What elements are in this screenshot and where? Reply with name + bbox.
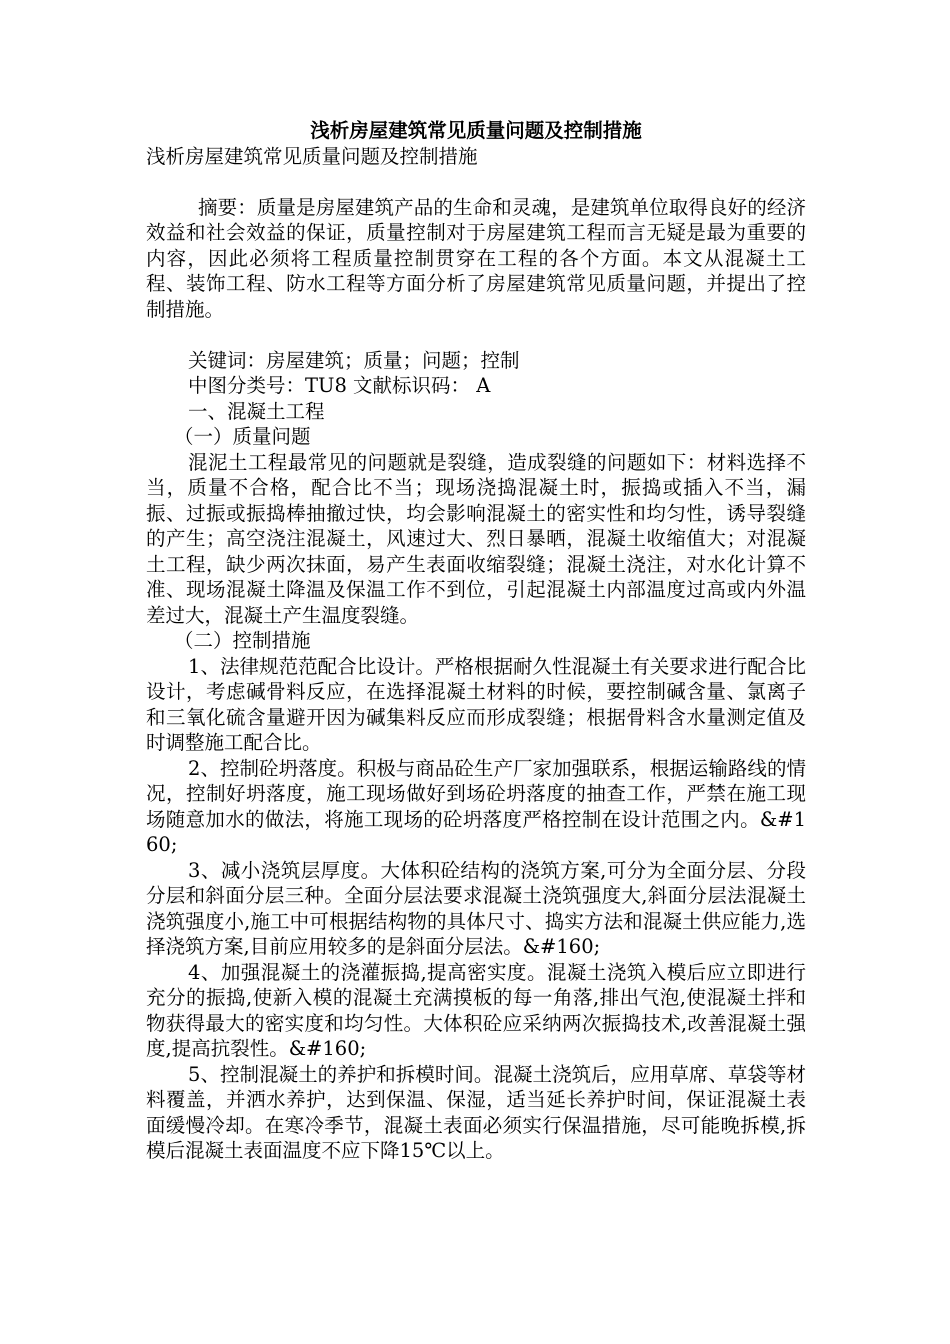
body-paragraph: 混泥土工程最常见的问题就是裂缝，造成裂缝的问题如下：材料选择不当，质量不合格，配合比不当；现场浇捣混凝土时，振捣或插入不当，漏振、过振或振捣棒抽撤过快，均会影响混凝土的密实性和均匀性，诱导裂缝的产生；高空浇注混凝土，风速过大、烈日暴晒，混凝土收缩值大；对混凝土工程，缺少两次抹面，易产生表面收缩裂缝；混凝土浇注，对水化计算不准、现场混凝土降温及保温工作不到位，引起混凝土内部温度过高或内外温差过大，混凝土产生温度裂缝。 — [146, 450, 806, 627]
abstract-paragraph: 摘要：质量是房屋建筑产品的生命和灵魂，是建筑单位取得良好的经济效益和社会效益的保证，质量控制对于房屋建筑工程而言无疑是最为重要的内容，因此必须将工程质量控制贯穿在工程的各个方面。本文从混凝土工程、装饰工程、防水工程等方面分析了房屋建筑常见质量问题，并提出了控制措施。 — [146, 195, 806, 321]
blank-line — [146, 322, 806, 348]
classification-line: 中图分类号：TU8 文献标识码： A — [188, 374, 491, 397]
document-page — [146, 118, 806, 1164]
list-item-paragraph: 2、控制砼坍落度。积极与商品砼生产厂家加强联系，根据运输路线的情况，控制好坍落度，施工现场做好到场砼坍落度的抽查工作，严禁在施工现场随意加水的做法，将施工现场的砼坍落度严格控制在设计范围之内。&#160; — [146, 756, 806, 856]
blank-line — [146, 169, 806, 195]
document-title: 浅析房屋建筑常见质量问题及控制措施 — [310, 119, 642, 142]
subsection-heading: （一）质量问题 — [174, 425, 311, 448]
subsection-heading: （二）控制措施 — [174, 629, 311, 652]
list-item-paragraph: 5、控制混凝土的养护和拆模时间。混凝土浇筑后，应用草席、草袋等材料覆盖，并洒水养护，达到保温、保湿，适当延长养护时间，保证混凝土表面缓慢冷却。在寒冷季节，混凝土表面必须实行保温措施，尽可能晚拆模,拆模后混凝土表面温度不应下降15℃以上。 — [146, 1062, 806, 1162]
list-item-paragraph: 4、加强混凝土的浇灌振捣,提高密实度。混凝土浇筑入模后应立即进行充分的振捣,使新入模的混凝土充满摸板的每一角落,排出气泡,使混凝土拌和物获得最大的密实度和均匀性。大体积砼应采纳两次振捣技术,改善混凝土强度,提高抗裂性。&#160; — [146, 960, 806, 1060]
document-subtitle: 浅析房屋建筑常见质量问题及控制措施 — [146, 144, 478, 168]
section-heading: 一、混凝土工程 — [188, 399, 325, 423]
list-item-paragraph: 3、减小浇筑层厚度。大体积砼结构的浇筑方案,可分为全面分层、分段分层和斜面分层三种。全面分层法要求混凝土浇筑强度大,斜面分层法混凝土浇筑强度小,施工中可根据结构物的具体尺寸、捣实方法和混凝土供应能力,选择浇筑方案,目前应用较多的是斜面分层法。&#160; — [146, 858, 806, 958]
list-item-paragraph: 1、法律规范范配合比设计。严格根据耐久性混凝土有关要求进行配合比设计，考虑碱骨料反应，在选择混凝土材料的时候，要控制碱含量、氯离子和三氧化硫含量避开因为碱集料反应而形成裂缝；根据骨料含水量测定值及时调整施工配合比。 — [146, 654, 806, 754]
keywords-line: 关键词：房屋建筑；质量；问题；控制 — [188, 348, 520, 372]
